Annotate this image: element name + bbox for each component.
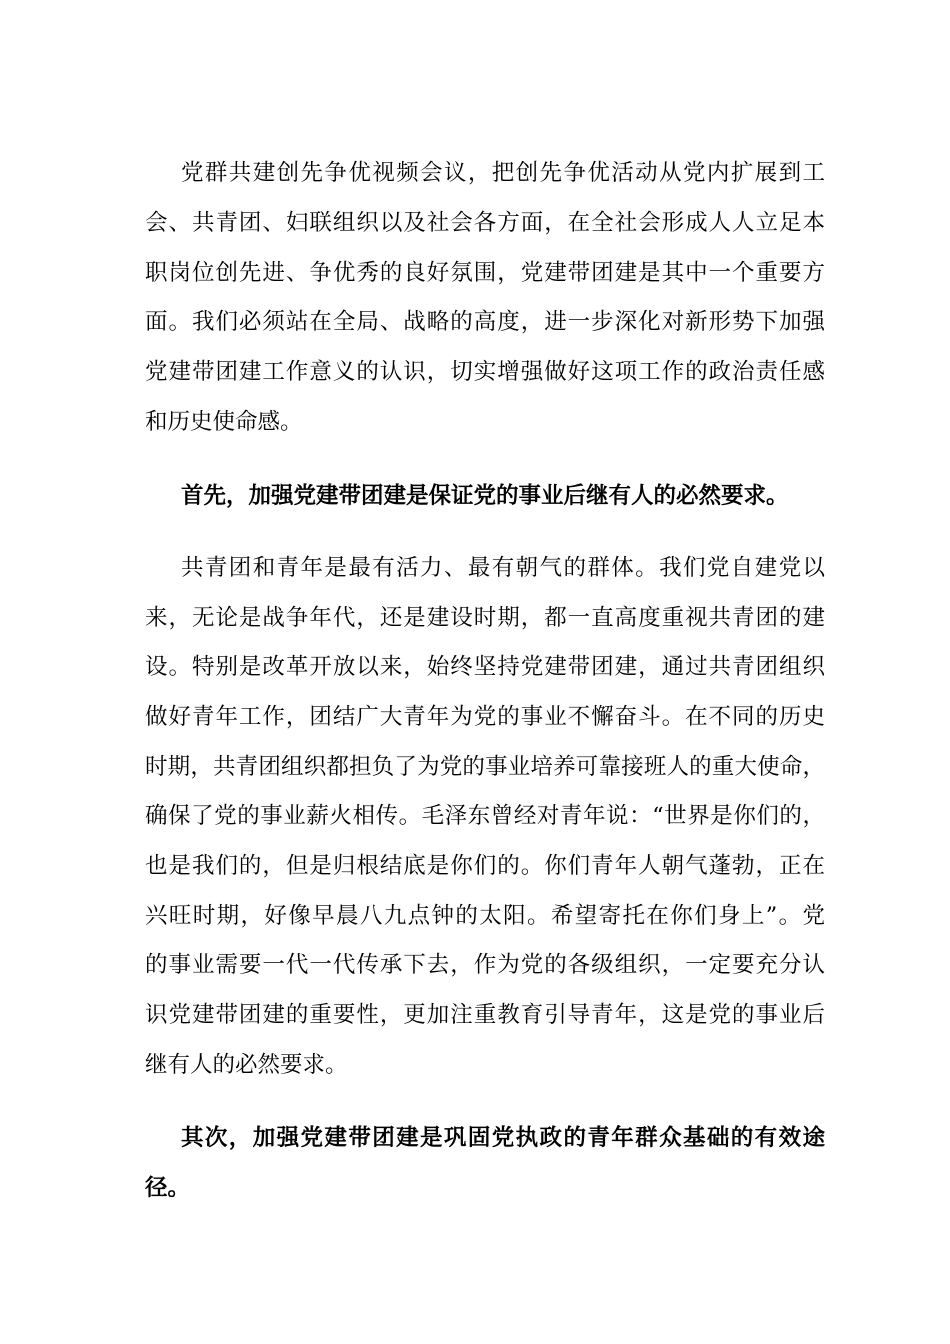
text-line: 的事业需要一代一代传承下去，作为党的各级组织，一定要充分认	[145, 952, 825, 978]
text-line: 兴旺时期，好像早晨八九点钟的太阳。希望寄托在你们身上”。党	[145, 903, 825, 929]
text-line: 共青团和青年是最有活力、最有朝气的群体。我们党自建党以	[181, 555, 825, 581]
section-heading: 其次，加强党建带团建是巩固党执政的青年群众基础的有效途	[181, 1125, 825, 1151]
text-line: 会、共青团、妇联组织以及社会各方面，在全社会形成人人立足本	[145, 210, 825, 236]
text-line: 党群共建创先争优视频会议，把创先争优活动从党内扩展到工	[181, 160, 825, 186]
section-heading: 首先，加强党建带团建是保证党的事业后继有人的必然要求。	[181, 483, 789, 509]
text-line: 做好青年工作，团结广大青年为党的事业不懈奋斗。在不同的历史	[145, 704, 825, 730]
text-line: 和历史使命感。	[145, 409, 303, 435]
text-line: 也是我们的，但是归根结底是你们的。你们青年人朝气蓬勃，正在	[145, 853, 825, 879]
text-line: 识党建带团建的重要性，更加注重教育引导青年，这是党的事业后	[145, 1002, 825, 1028]
text-line: 党建带团建工作意义的认识，切实增强做好这项工作的政治责任感	[145, 359, 825, 385]
section-heading: 径。	[145, 1175, 191, 1201]
text-line: 确保了党的事业薪火相传。毛泽东曾经对青年说：“世界是你们的，	[145, 803, 825, 829]
text-line: 时期，共青团组织都担负了为党的事业培养可靠接班人的重大使命，	[145, 754, 825, 780]
text-line: 继有人的必然要求。	[145, 1052, 348, 1078]
text-line: 设。特别是改革开放以来，始终坚持党建带团建，通过共青团组织	[145, 654, 825, 680]
text-line: 职岗位创先进、争优秀的良好氛围，党建带团建是其中一个重要方	[145, 260, 825, 286]
text-line: 面。我们必须站在全局、战略的高度，进一步深化对新形势下加强	[145, 309, 825, 335]
text-line: 来，无论是战争年代，还是建设时期，都一直高度重视共青团的建	[145, 605, 825, 631]
